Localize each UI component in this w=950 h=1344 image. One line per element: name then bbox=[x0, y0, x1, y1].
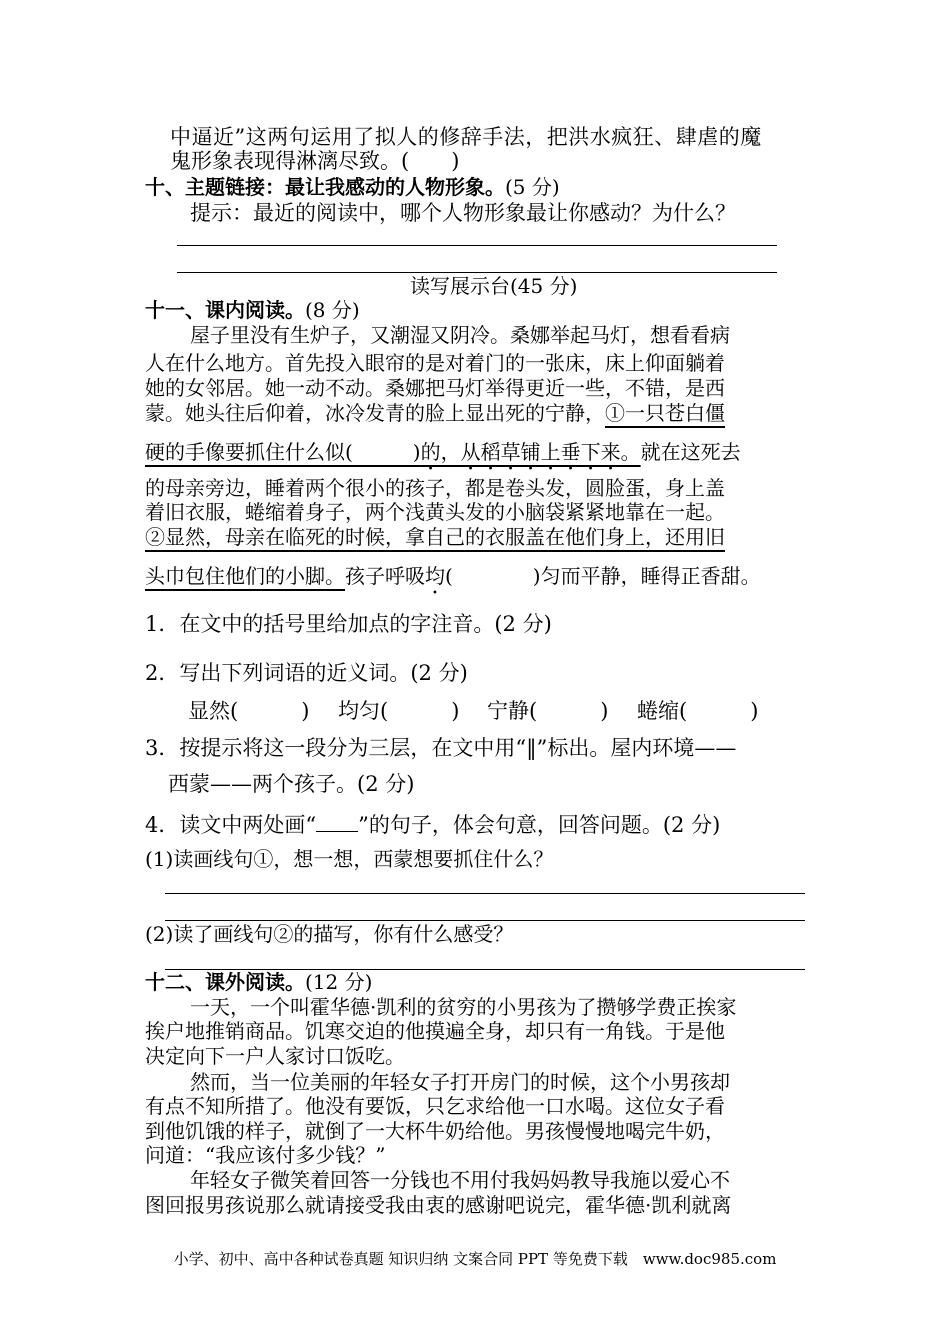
reading-line: 有点不知所措了。他没有要饭，只乞求给他一口水喝。这位女子看 bbox=[145, 1094, 725, 1118]
question-4-1: (1)读画线句①，想一想，西蒙想要抓住什么？ bbox=[145, 847, 554, 871]
prev-line-2: 鬼形象表现得淋漓尽致。( ) bbox=[170, 149, 460, 173]
section-11-title: 十一、课内阅读。 bbox=[145, 298, 305, 322]
question-4-text: ”的句子，体会句意，回答问题。(2 分) bbox=[358, 813, 721, 837]
passage-line-7: 着旧衣服，蜷缩着身子，两个浅黄头发的小脑袋紧紧地靠在一起。 bbox=[145, 500, 725, 524]
underline-sample bbox=[316, 813, 358, 832]
underlined-sentence-2: ②显然，母亲在临死的时候，拿自己的衣服盖在他们身上，还用旧 bbox=[145, 525, 725, 549]
prev-line-1: 中逼近”这两句运用了拟人的修辞手法，把洪水疯狂、肆虐的魔 bbox=[170, 125, 762, 149]
passage-line-5 bbox=[145, 440, 741, 475]
reading-line: 问道：“我应该付多少钱？” bbox=[145, 1143, 386, 1167]
passage-text: 就在这死去 bbox=[640, 440, 741, 464]
q2-word-1[interactable]: 显然( ) bbox=[188, 699, 310, 723]
passage-line-2: 人在什么地方。首先投入眼帘的是对着门的一张床，床上仰面躺着 bbox=[145, 351, 725, 375]
section-10-hint: 提示：最近的阅读中，哪个人物形象最让你感动？为什么？ bbox=[190, 201, 736, 225]
reading-line: 到他饥饿的样子，就倒了一大杯牛奶给他。男孩慢慢地喝完牛奶， bbox=[145, 1119, 725, 1143]
reading-line: 图回报男孩说那么就请接受我由衷的感谢吧说完，霍华德·凯利就离 bbox=[145, 1193, 732, 1217]
pinyin-blank[interactable]: ( ) bbox=[345, 440, 421, 464]
underlined-sentence-2: 头巾包住他们的小脚。 bbox=[145, 564, 345, 588]
question-4-text: 4．读文中两处画“ bbox=[145, 813, 317, 837]
q2-word-2[interactable]: 均匀( ) bbox=[338, 699, 460, 723]
question-4-2: (2)读了画线句②的描写，你有什么感受？ bbox=[145, 922, 514, 946]
question-3-line-2: 西蒙——两个孩子。(2 分) bbox=[168, 772, 415, 796]
section-10-heading bbox=[145, 177, 560, 197]
section-12-score: (12 分) bbox=[305, 970, 373, 994]
dotted-char: 均 bbox=[425, 564, 445, 588]
reading-line: 挨户地推销商品。饥寒交迫的他摸遍全身，却只有一角钱。于是他 bbox=[145, 1019, 725, 1043]
underlined-sentence-1: 的，从稻草铺上垂下来。 bbox=[420, 440, 641, 464]
section-10-title: 十、主题链接：最让我感动的人物形象。 bbox=[145, 175, 505, 199]
passage-text: 孩子呼吸 bbox=[345, 564, 425, 588]
passage-text: ( )匀而平静，睡得正香甜。 bbox=[445, 564, 761, 588]
passage-text: 蒙。她头往后仰着，冰冷发青的脸上显出死的宁静， bbox=[145, 401, 605, 425]
q2-word-4[interactable]: 蜷缩( ) bbox=[637, 699, 759, 723]
section-11-heading bbox=[145, 300, 360, 320]
answer-line[interactable] bbox=[177, 272, 777, 273]
reading-line: 年轻女子微笑着回答一分钱也不用付我妈妈教导我施以爱心不 bbox=[190, 1168, 730, 1192]
section-12-heading bbox=[145, 972, 372, 992]
question-3-line-1: 3．按提示将这一段分为三层，在文中用“‖”标出。屋内环境—— bbox=[145, 736, 737, 760]
passage-line-1: 屋子里没有生炉子，又潮湿又阴冷。桑娜举起马灯，想看看病 bbox=[190, 323, 730, 347]
answer-line[interactable] bbox=[165, 920, 805, 921]
answer-line[interactable] bbox=[165, 893, 805, 894]
answer-line[interactable] bbox=[177, 245, 777, 246]
passage-line-9 bbox=[145, 564, 761, 599]
underlined-sentence-1: ①一只苍白僵 bbox=[605, 401, 725, 425]
question-1: 1．在文中的括号里给加点的字注音。(2 分) bbox=[145, 612, 552, 636]
reading-line: 然而，当一位美丽的年轻女子打开房门的时候，这个小男孩却 bbox=[190, 1070, 730, 1094]
section-12-title: 十二、课外阅读。 bbox=[145, 970, 305, 994]
question-4 bbox=[145, 813, 720, 836]
passage-line-4 bbox=[145, 403, 725, 423]
reading-line: 决定向下一户人家讨口饭吃。 bbox=[145, 1044, 405, 1068]
q2-word-3[interactable]: 宁静( ) bbox=[487, 699, 609, 723]
reading-line: 一天，一个叫霍华德·凯利的贫穷的小男孩为了攒够学费正挨家 bbox=[190, 995, 737, 1019]
page-footer: 小学、初中、高中各种试卷真题 知识归纳 文案合同 PPT 等免费下载 www.doc985.com bbox=[173, 1250, 777, 1268]
passage-line-3: 她的女邻居。她一动不动。桑娜把马灯举得更近一些，不错，是西 bbox=[145, 376, 725, 400]
section-banner: 读写展示台(45 分) bbox=[410, 274, 578, 298]
question-2: 2．写出下列词语的近义词。(2 分) bbox=[145, 661, 468, 685]
section-10-score: (5 分) bbox=[505, 175, 560, 199]
underlined-sentence-1: 硬的手像要抓住什么似 bbox=[145, 440, 345, 464]
section-11-score: (8 分) bbox=[305, 298, 360, 322]
passage-line-6: 的母亲旁边，睡着两个很小的孩子，都是卷头发，圆脸蛋，身上盖 bbox=[145, 476, 725, 500]
